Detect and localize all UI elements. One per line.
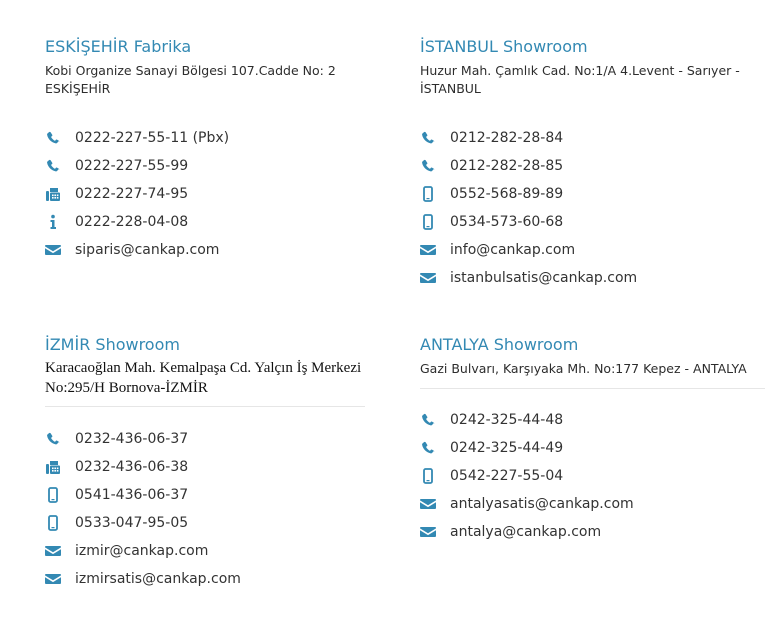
- contact-text[interactable]: 0222-227-55-11 (Pbx): [75, 130, 230, 146]
- location-address: Gazi Bulvarı, Karşıyaka Mh. No:177 Kepez - ANTALYA: [420, 361, 747, 376]
- info-icon: [45, 208, 75, 236]
- phone-icon: [420, 152, 450, 180]
- mail-icon: [420, 236, 450, 264]
- divider: [45, 406, 365, 407]
- contact-row[interactable]: [420, 236, 770, 264]
- contact-text[interactable]: istanbulsatis@cankap.com: [450, 270, 638, 286]
- contact-text: 0222-227-74-95: [75, 186, 189, 202]
- fax-icon: [45, 180, 75, 208]
- contact-row[interactable]: [45, 481, 395, 509]
- contact-list: [45, 124, 395, 264]
- contact-row[interactable]: [420, 264, 770, 292]
- contact-row: [45, 180, 395, 208]
- contact-text[interactable]: 0242-325-44-49: [450, 440, 564, 456]
- contact-text[interactable]: 0212-282-28-85: [450, 158, 564, 174]
- contact-text[interactable]: izmir@cankap.com: [75, 543, 209, 559]
- contact-text[interactable]: 0533-047-95-05: [75, 515, 189, 531]
- contact-text[interactable]: siparis@cankap.com: [75, 242, 220, 258]
- contact-text[interactable]: 0542-227-55-04: [450, 468, 564, 484]
- fax-icon: [45, 453, 75, 481]
- contact-row[interactable]: [45, 152, 395, 180]
- contact-text[interactable]: 0232-436-06-37: [75, 431, 189, 447]
- location-title: ANTALYA Showroom: [420, 335, 579, 354]
- contact-list: [45, 425, 395, 593]
- contact-row[interactable]: [420, 434, 770, 462]
- mobile-icon: [420, 180, 450, 208]
- phone-icon: [420, 434, 450, 462]
- mobile-icon: [420, 208, 450, 236]
- contact-list: [420, 124, 770, 292]
- contact-row[interactable]: [420, 518, 770, 546]
- contact-row[interactable]: [45, 537, 395, 565]
- mobile-icon: [45, 481, 75, 509]
- phone-icon: [45, 152, 75, 180]
- contact-text[interactable]: 0541-436-06-37: [75, 487, 189, 503]
- contact-row[interactable]: [45, 236, 395, 264]
- contact-text[interactable]: 0534-573-60-68: [450, 214, 564, 230]
- contact-text[interactable]: antalyasatis@cankap.com: [450, 496, 634, 512]
- mail-icon: [420, 264, 450, 292]
- phone-icon: [45, 425, 75, 453]
- location-address: Huzur Mah. Çamlık Cad. No:1/A 4.Levent - Sarıyer - İSTANBUL: [420, 63, 740, 96]
- contact-text[interactable]: info@cankap.com: [450, 242, 576, 258]
- mobile-icon: [45, 509, 75, 537]
- location-title: İSTANBUL Showroom: [420, 37, 588, 56]
- contact-row[interactable]: [420, 208, 770, 236]
- contact-text[interactable]: 0552-568-89-89: [450, 186, 564, 202]
- mail-icon: [420, 490, 450, 518]
- contact-row[interactable]: [420, 462, 770, 490]
- contact-list: [420, 406, 770, 546]
- phone-icon: [45, 124, 75, 152]
- contact-row[interactable]: [420, 490, 770, 518]
- phone-icon: [420, 124, 450, 152]
- contact-text[interactable]: 0222-227-55-99: [75, 158, 189, 174]
- location-address: Kobi Organize Sanayi Bölgesi 107.Cadde No: 2 ESKİŞEHİR: [45, 63, 336, 96]
- contact-row[interactable]: [45, 509, 395, 537]
- location-card-antalya: [420, 334, 770, 546]
- phone-icon: [420, 406, 450, 434]
- location-card-eskisehir: [45, 36, 395, 264]
- divider: [420, 388, 765, 389]
- contact-row[interactable]: [420, 180, 770, 208]
- location-title: ESKİŞEHİR Fabrika: [45, 37, 192, 56]
- contact-row[interactable]: [45, 565, 395, 593]
- location-title: İZMİR Showroom: [45, 335, 180, 354]
- contact-row: [45, 453, 395, 481]
- contact-row[interactable]: [420, 406, 770, 434]
- contact-text[interactable]: 0222-228-04-08: [75, 214, 189, 230]
- contact-row[interactable]: [420, 124, 770, 152]
- contact-text: 0232-436-06-38: [75, 459, 189, 475]
- contact-row[interactable]: [420, 152, 770, 180]
- location-card-izmir: [45, 334, 395, 593]
- contact-row[interactable]: [45, 425, 395, 453]
- location-card-istanbul: [420, 36, 770, 292]
- mail-icon: [45, 565, 75, 593]
- mobile-icon: [420, 462, 450, 490]
- mail-icon: [45, 537, 75, 565]
- contact-text[interactable]: 0212-282-28-84: [450, 130, 564, 146]
- contact-text[interactable]: antalya@cankap.com: [450, 524, 602, 540]
- contact-text[interactable]: izmirsatis@cankap.com: [75, 571, 241, 587]
- contact-row[interactable]: [45, 124, 395, 152]
- mail-icon: [45, 236, 75, 264]
- location-address: Karacaoğlan Mah. Kemalpaşa Cd. Yalçın İş Merkezi No:295/H Bornova-İZMİR: [45, 360, 362, 396]
- contact-row[interactable]: [45, 208, 395, 236]
- contact-text[interactable]: 0242-325-44-48: [450, 412, 564, 428]
- mail-icon: [420, 518, 450, 546]
